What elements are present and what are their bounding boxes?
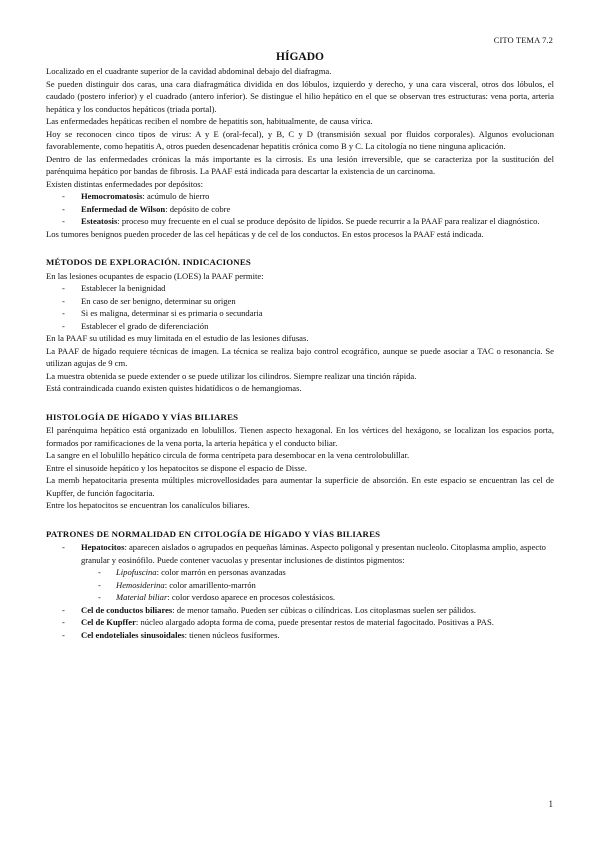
list-item (46, 190, 554, 203)
pigments-list (46, 566, 554, 604)
section-heading: MÉTODOS DE EXPLORACIÓN. INDICACIONES (46, 257, 251, 267)
paragraph: La sangre en el lobulillo hepático circula de forma centrípeta para desembocar en la vena centrolobulillar. (46, 450, 410, 460)
list-item (46, 566, 554, 579)
list-item: - Establecer el grado de diferenciación (46, 320, 554, 333)
paragraph: Existen distintas enfermedades por depósitos: (46, 178, 204, 189)
term: Cel endoteliales sinusoidales (81, 629, 185, 640)
list-item (46, 616, 554, 629)
list-item: - Si es maligna, determinar si es primaria o secundaria (46, 307, 554, 320)
definition: : color amarillento-marrón (164, 579, 256, 590)
paragraph: En las lesiones ocupantes de espacio (LOES) la PAAF permite: (46, 270, 264, 281)
section-heading: PATRONES DE NORMALIDAD EN CITOLOGÍA DE HÍGADO Y VÍAS BILIARES (46, 528, 381, 539)
paragraph: Las enfermedades hepáticas reciben el nombre de hepatitis son, habitualmente, de causa vírica. (46, 116, 373, 126)
term: Cel de conductos biliares (81, 604, 173, 615)
list-item: - Establecer la benignidad (46, 282, 554, 295)
paragraph: Se pueden distinguir dos caras, una cara diafragmática dividida en dos lóbulos, izquierdo y derecho, y una cara visceral, otros dos lóbulos, el caudado (postero inferior) y el cuadrado (antero inferior). Se distingue el hilio hepático en el que se observan tres estructuras: vena porta, arteria hepática y los conductos hepáticos (triada portal). (46, 78, 554, 114)
list-item (46, 629, 554, 642)
list-item (46, 591, 554, 604)
page-number: 1 (548, 799, 553, 809)
paragraph: Localizado en el cuadrante superior de la cavidad abdominal debajo del diafragma. (46, 66, 332, 76)
paragraph: Está contraindicada cuando existen quistes hidatídicos o de hemangiomas. (46, 383, 302, 393)
term: Material biliar (116, 592, 168, 602)
section-heading: HISTOLOGÍA DE HÍGADO Y VÍAS BILIARES (46, 411, 239, 422)
term: Lipofuscina (116, 567, 157, 577)
term: Hemocromatosis (81, 191, 143, 201)
definition: : tienen núcleos fusiformes. (184, 629, 280, 640)
paragraph: Hoy se reconocen cinco tipos de virus: A y E (oral-fecal), y B, C y D (transmisión sexual por fluidos corporales). Algunos evolucionan favorablemente, como hepatitis A, otros pueden desencadenar hepatitis crónica como B y C. La citología no tiene ninguna aplicación. (46, 128, 554, 151)
document-body (46, 48, 554, 641)
paragraph: La muestra obtenida se puede extender o se puede utilizar los cilindros. Siempre realizar una tinción rápida. (46, 370, 417, 381)
paragraph: Dentro de las enfermedades crónicas la más importante es la cirrosis. Es una lesión irreversible, que se caracteriza por la sustitución del parénquima hepático por bandas de fibrosis. La PAAF está indicada para descartar la existencia de un carcinoma. (46, 153, 554, 176)
definition: : aparecen aislados o agrupados en pequeñas láminas. Aspecto poligonal y presentan nucleolo. Citoplasma amplio, aspecto granular y eosinófilo. Puede contener vacuolas y presentar inclusiones de distintos pigmentos: (81, 542, 546, 565)
term: Enfermedad de Wilson (81, 203, 166, 214)
cell-types-list (46, 541, 554, 641)
list-item: - En caso de ser benigno, determinar su origen (46, 295, 554, 308)
term: Hemosiderina (116, 579, 165, 590)
term: Esteatosis (81, 216, 118, 226)
paragraph: Los tumores benignos pueden proceder de las cel hepáticas y de cel de los conductos. En estos procesos la PAAF está indicada. (46, 228, 484, 239)
term: Hepatocitos (81, 542, 125, 552)
definition: : depósito de cobre (165, 203, 231, 214)
list-item (46, 215, 554, 228)
page-title: HÍGADO (276, 51, 324, 63)
list-item (46, 541, 554, 604)
list-item (46, 579, 554, 592)
definition: : color marrón en personas avanzadas (156, 567, 286, 577)
running-header: CITO TEMA 7.2 (493, 35, 553, 45)
paragraph: El parénquima hepático está organizado en lobulillos. Tienen aspecto hexagonal. En los vértices del hexágono, se localizan los espacios porta, formados por ramificaciones de la vena porta, la arteria hepática y el conducto biliar. (46, 425, 554, 448)
definition: : núcleo alargado adopta forma de coma, puede presentar restos de material fagocitado. Positivas a PAS. (135, 617, 494, 627)
definition: : color verdoso aparece en procesos colestásicos. (167, 592, 336, 602)
paragraph: En la PAAF su utilidad es muy limitada en el estudio de las lesiones difusas. (46, 333, 309, 343)
paragraph: La memb hepatocitaria presenta múltiples microvellosidades para aumentar la superficie de absorción. En este espacio se encuentran las cel de Kupffer, de función fagocitaria. (46, 475, 554, 498)
paragraph: Entre los hepatocitos se encuentran los canalículos biliares. (46, 500, 250, 510)
paragraph: La PAAF de hígado requiere técnicas de imagen. La técnica se realiza bajo control ecográfico, aunque se puede asociar a TAC o resonancia. Se utilizan agujas de 9 cm. (46, 345, 554, 368)
deposits-list (46, 190, 554, 228)
paragraph: Entre el sinusoide hepático y los hepatocitos se dispone el espacio de Disse. (46, 462, 307, 473)
list-item (46, 604, 554, 617)
term: Cel de Kupffer (81, 617, 136, 627)
definition: : proceso muy frecuente en el cual se produce depósito de lípidos. Se puede recurrir a la PAAF para realizar el diagnóstico. (117, 216, 540, 226)
list-item (46, 203, 554, 216)
definition: : acúmulo de hierro (142, 191, 210, 201)
paaf-uses-list (46, 282, 554, 332)
definition: : de menor tamaño. Pueden ser cúbicas o cilíndricas. Los citoplasmas suelen ser pálidos. (172, 604, 476, 615)
